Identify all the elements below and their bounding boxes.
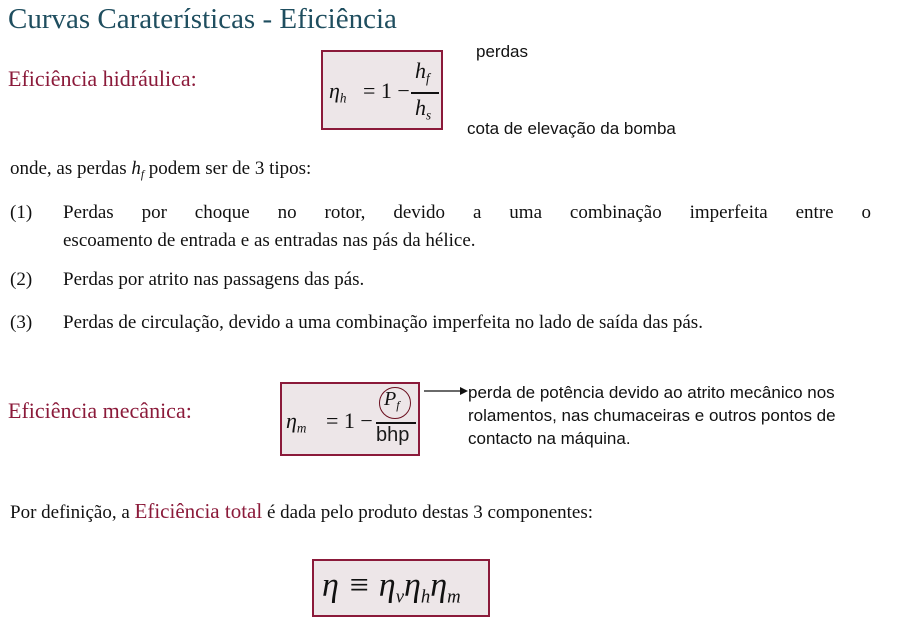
item-number: (3) — [10, 312, 33, 333]
annotation-line: rolamentos, nas chumaceiras e outros pontos de — [468, 406, 836, 425]
numerator-hf: $h_f$ — [415, 58, 430, 86]
hydraulic-efficiency-label: Eficiência hidráulica: — [8, 66, 197, 91]
item-number: (1) — [10, 202, 33, 223]
list-item — [10, 199, 880, 255]
annotation-pump-head: cota de elevação da bomba — [467, 119, 676, 138]
denominator-hs: $h_s$ — [415, 95, 432, 123]
annotation-line: perda de potência devido ao atrito mecânico nos — [468, 383, 835, 402]
annotation-line: contacto na máquina. — [468, 429, 631, 448]
annotation-losses: perdas — [476, 42, 528, 61]
losses-intro — [10, 158, 311, 181]
hf-symbol: $h_f$ — [131, 158, 145, 181]
definition-sentence: Por definição, a Eficiência total é dada pelo produto destas 3 componentes: — [10, 499, 594, 523]
list-item — [10, 309, 880, 337]
equals-one-minus: = 1 − — [363, 78, 410, 103]
equals-one-minus: = 1 − — [326, 408, 373, 433]
item-text-line1: Perdas por choque no rotor, devido a uma combinação imperfeita entre o — [63, 202, 871, 223]
item-text-line1: Perdas de circulação, devido a uma combinação imperfeita no lado de saída das pás. — [63, 312, 703, 333]
losses-intro-after: podem ser de 3 tipos: — [144, 158, 312, 179]
hydraulic-efficiency-formula — [321, 50, 443, 130]
denominator-bhp: bhp — [376, 424, 410, 446]
page-title: Curvas Caraterísticas - Eficiência — [8, 3, 397, 35]
mechanical-efficiency-formula — [280, 382, 420, 456]
total-efficiency-expression: $\eta \equiv \eta_v\eta_h\eta_m$ — [322, 567, 461, 608]
eta-h-symbol: $\eta_h$ — [329, 78, 347, 106]
total-efficiency-highlight: Eficiência total — [134, 499, 263, 523]
mechanical-annotation — [468, 381, 836, 450]
arrow-icon — [420, 383, 470, 403]
total-efficiency-formula — [312, 559, 490, 617]
losses-intro-before: onde, as perdas — [10, 158, 132, 179]
eta-m-symbol: $\eta_m$ — [286, 408, 307, 436]
mechanical-efficiency-label: Eficiência mecânica: — [8, 398, 192, 423]
item-number: (2) — [10, 269, 33, 290]
item-text-line2: escoamento de entrada e as entradas nas pás da hélice. — [63, 230, 476, 251]
fraction-bar — [411, 92, 439, 94]
item-text-line1: Perdas por atrito nas passagens das pás. — [63, 269, 365, 290]
list-item — [10, 266, 880, 294]
numerator-pf: $P_f$ — [384, 388, 400, 413]
